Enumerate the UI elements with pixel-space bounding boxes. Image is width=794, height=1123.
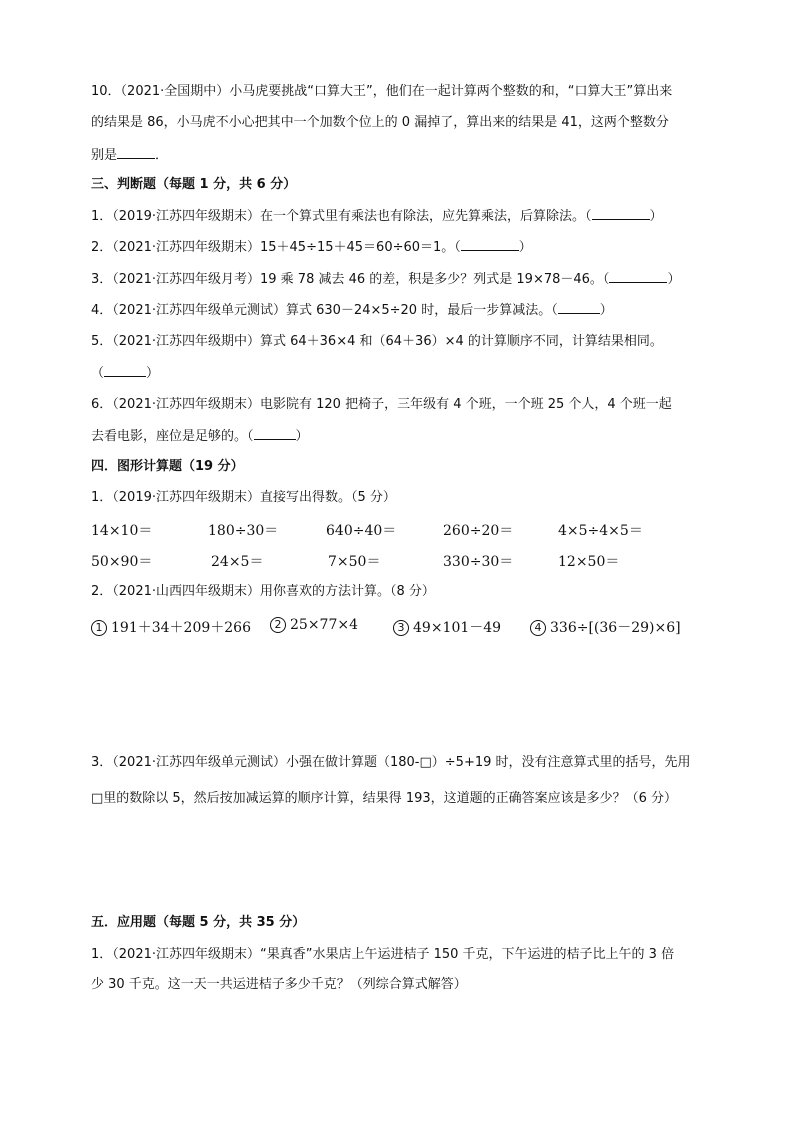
q10-line2: 的结果是 86，小马虎不小心把其中一个加数个位上的 0 漏掉了，算出来的结果是 41，这两个整数分 xyxy=(91,115,669,130)
answer-blank[interactable] xyxy=(117,146,155,159)
expression: 25×77×4 xyxy=(290,617,358,633)
judge-item-6-line2-text: 去看电影，座位是足够的。（ xyxy=(91,429,254,444)
judge-item-5-line2 xyxy=(91,364,159,383)
close-paren: ） xyxy=(667,272,681,287)
mental-calc-item: 4×5÷4×5＝ xyxy=(558,523,643,539)
answer-blank[interactable] xyxy=(104,364,146,377)
judge-item-4-text: 4．（2021·江苏四年级单元测试）算式 630－24×5÷20 时，最后一步算减法。（ xyxy=(91,303,558,318)
calc-q3-line1: 3．（2021·江苏四年级单元测试）小强在做计算题（180-□）÷5+19 时，没有注意算式里的括号，先用 xyxy=(91,755,691,770)
judge-item-3-text: 3．（2021·江苏四年级月考）19 乘 78 减去 46 的差，积是多少？列式是 19×78－46。（ xyxy=(91,272,610,287)
close-paren: ） xyxy=(295,429,309,444)
judge-item-6: 6．（2021·江苏四年级期末）电影院有 120 把椅子，三年级有 4 个班，一个班 25 个人，4 个班一起 xyxy=(91,397,672,412)
judge-item-5: 5．（2021·江苏四年级期中）算式 64＋36×4 和（64＋36）×4 的计算顺序不同，计算结果相同。 xyxy=(91,334,663,349)
section4-heading: 四．图形计算题（19 分） xyxy=(91,459,244,474)
q10-line1: 10．（2021·全国期中）小马虎要挑战“口算大王”，他们在一起计算两个整数的和，“口算大王”算出来 xyxy=(91,84,673,99)
open-paren: （ xyxy=(91,366,105,381)
q10-line3-prefix: 别是 xyxy=(91,148,118,163)
mental-calc-item: 7×50＝ xyxy=(328,554,381,570)
judge-item-6-line2 xyxy=(91,427,309,446)
section5-heading: 五．应用题（每题 5 分，共 35 分） xyxy=(91,915,306,930)
close-paren: ） xyxy=(518,240,532,255)
q10-line3-suffix: ． xyxy=(155,148,169,163)
judge-item-4 xyxy=(91,301,613,320)
expression: 336÷[(36－29)×6] xyxy=(550,620,681,636)
mental-calc-item: 14×10＝ xyxy=(91,523,153,539)
circled-number: 4 xyxy=(530,620,546,636)
mental-calc-item: 24×5＝ xyxy=(211,554,264,570)
calc-q2-text: 2．（2021·山西四年级期末）用你喜欢的方法计算。（8 分） xyxy=(91,584,435,599)
judge-item-2 xyxy=(91,238,532,257)
app-q1-line1: 1．（2021·江苏四年级期末）“果真香”水果店上午运进桔子 150 千克，下午运进的桔子比上午的 3 倍 xyxy=(91,947,675,962)
section3-heading: 三、判断题（每题 1 分，共 6 分） xyxy=(91,177,297,192)
answer-blank[interactable] xyxy=(592,207,650,220)
app-q1-line2: 少 30 千克。这一天一共运进桔子多少千克？（列综合算式解答） xyxy=(91,977,467,992)
answer-blank[interactable] xyxy=(461,238,519,251)
mental-calc-item: 180÷30＝ xyxy=(208,523,279,539)
answer-blank[interactable] xyxy=(558,301,600,314)
calc-q1-text: 1．（2019·江苏四年级期末）直接写出得数。（5 分） xyxy=(91,490,396,505)
circled-number: 1 xyxy=(91,620,107,636)
circled-number: 3 xyxy=(393,620,409,636)
answer-blank[interactable] xyxy=(254,427,296,440)
calc-expression-1 xyxy=(91,617,251,637)
mental-calc-item: 12×50＝ xyxy=(558,554,620,570)
calc-q3-line2: □里的数除以 5，然后按加减运算的顺序计算，结果得 193，这道题的正确答案应该是多少？（6 分） xyxy=(91,791,678,806)
mental-calc-item: 260÷20＝ xyxy=(443,523,514,539)
close-paren: ） xyxy=(649,209,663,224)
close-paren: ） xyxy=(599,303,613,318)
judge-item-2-text: 2．（2021·江苏四年级期末）15＋45÷15＋45＝60÷60＝1。（ xyxy=(91,240,461,255)
close-paren: ） xyxy=(146,366,160,381)
mental-calc-item: 640÷40＝ xyxy=(326,523,397,539)
judge-item-1 xyxy=(91,207,663,226)
judge-item-3 xyxy=(91,270,680,289)
answer-blank[interactable] xyxy=(609,270,667,283)
expression: 191＋34＋209＋266 xyxy=(111,620,251,636)
calc-expression-4 xyxy=(530,617,681,637)
calc-expression-2 xyxy=(270,617,358,633)
q10-line3 xyxy=(91,146,168,165)
circled-number: 2 xyxy=(270,617,286,633)
mental-calc-item: 330÷30＝ xyxy=(443,554,514,570)
mental-calc-item: 50×90＝ xyxy=(91,554,153,570)
expression: 49×101－49 xyxy=(413,620,502,636)
judge-item-1-text: 1．（2019·江苏四年级期末）在一个算式里有乘法也有除法，应先算乘法，后算除法。（ xyxy=(91,209,592,224)
calc-expression-3 xyxy=(393,617,501,637)
